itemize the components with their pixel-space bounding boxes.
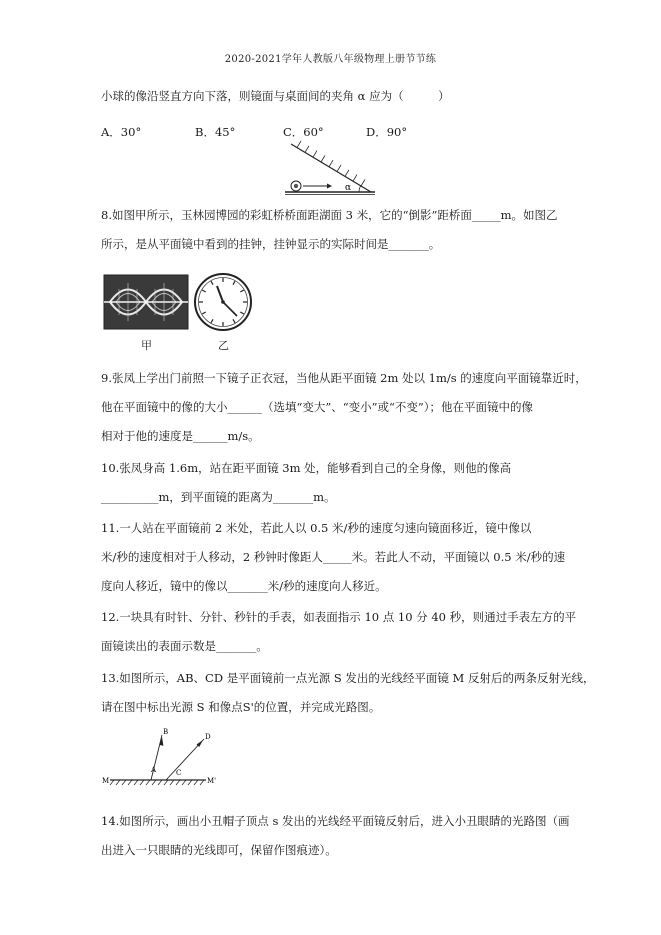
q13-label-m-prime: M' <box>207 777 217 785</box>
q11-line-2: 米/秒的速度相对于人移动，2 秒钟时像距人_____米。若此人不动，平面镜以 0.5 米/秒的速 <box>101 550 566 564</box>
q13-mirror-figure <box>96 725 221 787</box>
q8-line-1: 8.如图甲所示，玉林园博园的彩虹桥桥面距湖面 3 米，它的“倒影”距桥面_____m。如图乙 <box>101 208 558 222</box>
q7-stem: 小球的像沿竖直方向下落，则镜面与桌面间的夹角 α 应为（ ） <box>101 89 450 103</box>
q9-line-1: 9.张凤上学出门前照一下镜子正衣冠，当他从距平面镜 2m 处以 1m/s 的速度向平面镜靠近时， <box>101 371 587 385</box>
q14-line-1: 14.如图所示，画出小丑帽子顶点 s 发出的光线经平面镜反射后，进入小丑眼睛的光路图（画 <box>101 814 570 828</box>
q11-line-3: 度向人移近，镜中的像以_______米/秒的速度向人移近。 <box>101 579 387 593</box>
q7-angle-label: α <box>345 183 352 193</box>
q13-label-a: A <box>151 766 157 774</box>
q13-mirror-hatch <box>110 780 204 785</box>
q8-mirror-clock <box>193 272 253 332</box>
q7-option-c: C．60° <box>283 125 324 139</box>
q7-mirror-figure <box>283 140 383 200</box>
q8-caption-a: 甲 <box>141 339 152 352</box>
q8-caption-b: 乙 <box>218 339 229 352</box>
q7-option-d: D．90° <box>366 125 408 139</box>
q10-line-2: __________m，到平面镜的距离为_______m。 <box>101 490 336 504</box>
q13-label-d: D <box>205 733 211 741</box>
q7-option-b: B．45° <box>195 125 236 139</box>
q12-line-2: 面镜读出的表面示数是_______。 <box>101 639 268 653</box>
q13-label-m: M <box>102 777 110 785</box>
q7-option-a: A．30° <box>101 125 142 139</box>
q8-bridge-photo <box>104 275 188 329</box>
q12-line-1: 12.一块具有时针、分针、秒针的手表，如表面指示 10 点 10 分 40 秒，则通过手表左方的平 <box>101 610 577 624</box>
q7-angle-arc <box>359 186 361 192</box>
q7-mirror-line <box>291 144 371 192</box>
q10-line-1: 10.张凤身高 1.6m，站在距平面镜 3m 处，能够看到自己的全身像，则他的像高 <box>101 461 512 475</box>
page-header: 2020-2021学年人教版八年级物理上册节节练 <box>224 54 437 65</box>
q13-line-1: 13.如图所示，AB、CD 是平面镜前一点光源 S 发出的光线经平面镜 M 反射后的两条反射光线， <box>101 671 595 685</box>
q13-label-b: B <box>163 728 169 736</box>
q13-line-2: 请在图中标出光源 S 和像点S'的位置，并完成光路图。 <box>101 700 381 714</box>
q9-line-3: 相对于他的速度是______m/s。 <box>101 429 260 443</box>
q9-line-2: 他在平面镜中的像的大小______（选填“变大”、“变小”或“不变”）；他在平面镜中的像 <box>101 400 534 414</box>
q11-line-1: 11.一人站在平面镜前 2 米处，若此人以 0.5 米/秒的速度匀速向镜面移近，镜中像以 <box>101 521 532 535</box>
q7-mirror-hatch <box>297 141 365 186</box>
q14-line-2: 出进入一只眼睛的光线即可，保留作图痕迹）。 <box>101 843 337 857</box>
q8-line-2: 所示，是从平面镜中看到的挂钟，挂钟显示的实际时间是_______。 <box>101 237 441 251</box>
q13-label-c: C <box>176 769 182 777</box>
